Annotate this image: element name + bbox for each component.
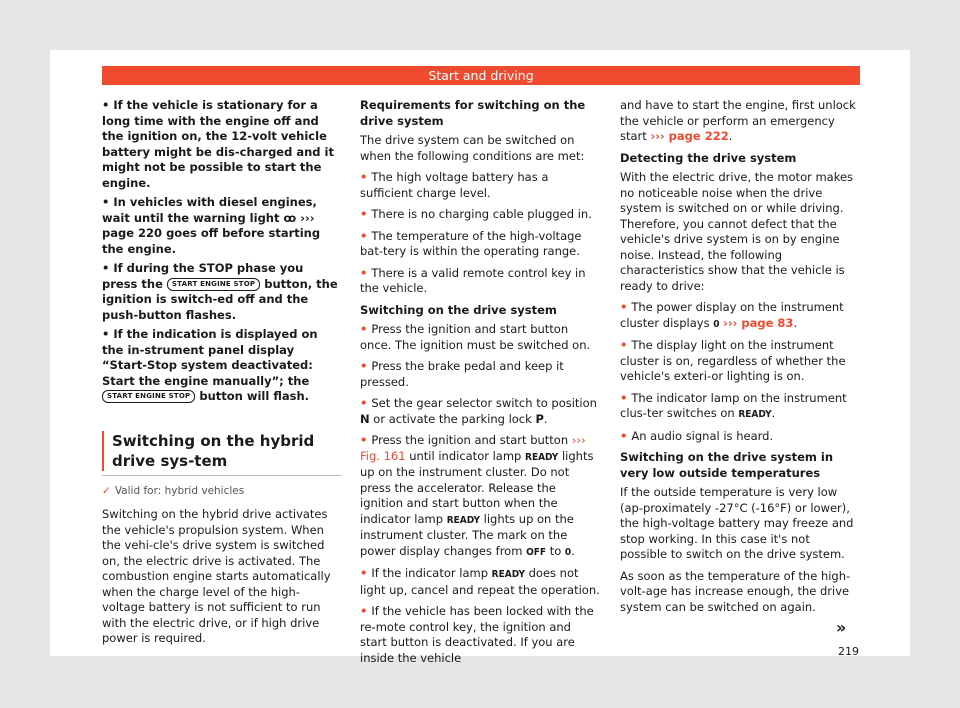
note-item: • If the indication is displayed on the in-strument panel display “Start-Stop system deactivated: Start the engine manually”; the START ENGINE STOP button will flash. bbox=[102, 327, 342, 405]
list-item: • The temperature of the high-voltage bat-tery is within the operating range. bbox=[360, 229, 600, 260]
note-item: • If the vehicle is stationary for a long time with the engine off and the ignition on, the 12-volt vehicle battery might be dis-charged and it might not be possible to start the engine. bbox=[102, 98, 342, 191]
glow-plug-icon: ꝏ bbox=[283, 210, 297, 225]
section-divider bbox=[102, 475, 342, 476]
list-item: • The high voltage battery has a sufficient charge level. bbox=[360, 170, 600, 201]
step-item: • If the indicator lamp READY does not light up, cancel and repeat the operation. bbox=[360, 566, 600, 598]
page-number: 219 bbox=[838, 645, 859, 658]
note-item: • If during the STOP phase you press the START ENGINE STOP button, the ignition is switch-ed off and the push-button flashes. bbox=[102, 261, 342, 323]
list-item: • The power display on the instrument cluster displays 0 ››› page 83. bbox=[620, 300, 860, 332]
requirements-intro: The drive system can be switched on when the following conditions are met: bbox=[360, 133, 585, 163]
start-engine-stop-button-symbol: START ENGINE STOP bbox=[102, 390, 195, 403]
chapter-header: Start and driving bbox=[102, 66, 860, 85]
ready-lamp-symbol: READY bbox=[446, 514, 480, 526]
step-item: • Press the ignition and start button once. The ignition must be switched on. bbox=[360, 322, 600, 353]
continued-paragraph: and have to start the engine, first unlock the vehicle or perform an emergency start ››› page 222. bbox=[620, 98, 856, 143]
step-item: • Press the ignition and start button ››› Fig. 161 until indicator lamp READY lights up on the instrument cluster. Do not press the accelerator. Release the ignition and start button when the indicator lamp READY lights up on the instrument cluster. The mark on the power display changes from OFF to 0. bbox=[360, 433, 600, 560]
list-item: • There is a valid remote control key in the vehicle. bbox=[360, 266, 600, 297]
ready-lamp-symbol: READY bbox=[491, 569, 525, 580]
page-link[interactable]: ››› page 83 bbox=[723, 315, 794, 330]
list-item: • The display light on the instrument cluster is on, regardless of whether the vehicle's exteri-or lighting is on. bbox=[620, 338, 860, 385]
section-title: Switching on the hybrid drive sys-tem bbox=[102, 431, 342, 471]
continue-mark: » bbox=[836, 618, 847, 637]
valid-for-note: ✓ Valid for: hybrid vehicles bbox=[102, 484, 245, 497]
low-temp-paragraph: As soon as the temperature of the high-volt-age has increase enough, the drive system can be switched on again. bbox=[620, 568, 851, 614]
off-mark-symbol: OFF bbox=[526, 546, 547, 558]
detecting-paragraph: With the electric drive, the motor makes no noticeable noise when the drive system is switched on or while driving. Therefore, you cannot defect that the vehicle's drive system is on by engine noise. Instead, the following characteristics show that the vehicle is ready to drive: bbox=[620, 170, 854, 293]
zero-mark-symbol: 0 bbox=[713, 318, 720, 330]
list-item: • The indicator lamp on the instrument clus-ter switches on READY. bbox=[620, 391, 860, 423]
step-item: • Set the gear selector switch to position N or activate the parking lock P. bbox=[360, 396, 600, 427]
intro-paragraph: Switching on the hybrid drive activates the vehicle's propulsion system. When the vehi-cle's drive system is switched on, the electric drive is activated. The combustion engine starts automatically when the charge level of the high-voltage battery is not sufficient to run with the electric drive, or if high drive power is required. bbox=[102, 507, 331, 645]
list-item: • An audio signal is heard. bbox=[620, 429, 860, 445]
switching-heading: Switching on the drive system bbox=[360, 302, 557, 317]
start-engine-stop-button-symbol: START ENGINE STOP bbox=[167, 278, 260, 291]
list-item: • There is no charging cable plugged in. bbox=[360, 207, 600, 223]
column-right bbox=[620, 98, 860, 621]
low-temp-heading: Switching on the drive system in very low outside temperatures bbox=[620, 450, 834, 480]
column-left bbox=[102, 98, 342, 653]
ready-lamp-symbol: READY bbox=[738, 409, 772, 420]
step-item: • If the vehicle has been locked with the re-mote control key, the ignition and start button is deactivated. If you are inside the vehicle bbox=[360, 604, 600, 666]
zero-mark-symbol: 0 bbox=[564, 546, 572, 558]
requirements-heading: Requirements for switching on the drive system bbox=[360, 98, 586, 128]
column-middle bbox=[360, 98, 600, 672]
figure-link[interactable]: ››› Fig. 161 bbox=[360, 433, 586, 463]
check-icon: ✓ bbox=[102, 484, 111, 497]
note-item: • In vehicles with diesel engines, wait until the warning light ꝏ ››› page 220 goes off before starting the engine. bbox=[102, 195, 342, 257]
step-item: • Press the brake pedal and keep it pressed. bbox=[360, 359, 600, 390]
detecting-heading: Detecting the drive system bbox=[620, 150, 797, 165]
ready-lamp-symbol: READY bbox=[525, 451, 559, 463]
low-temp-paragraph: If the outside temperature is very low (ap-proximately -27°C (-16°F) or lower), the high-voltage battery may freeze and stop working. In this case it's not possible to switch on the drive system. bbox=[620, 485, 854, 561]
note-box bbox=[102, 98, 342, 405]
page-link[interactable]: ››› page 222 bbox=[650, 129, 729, 143]
